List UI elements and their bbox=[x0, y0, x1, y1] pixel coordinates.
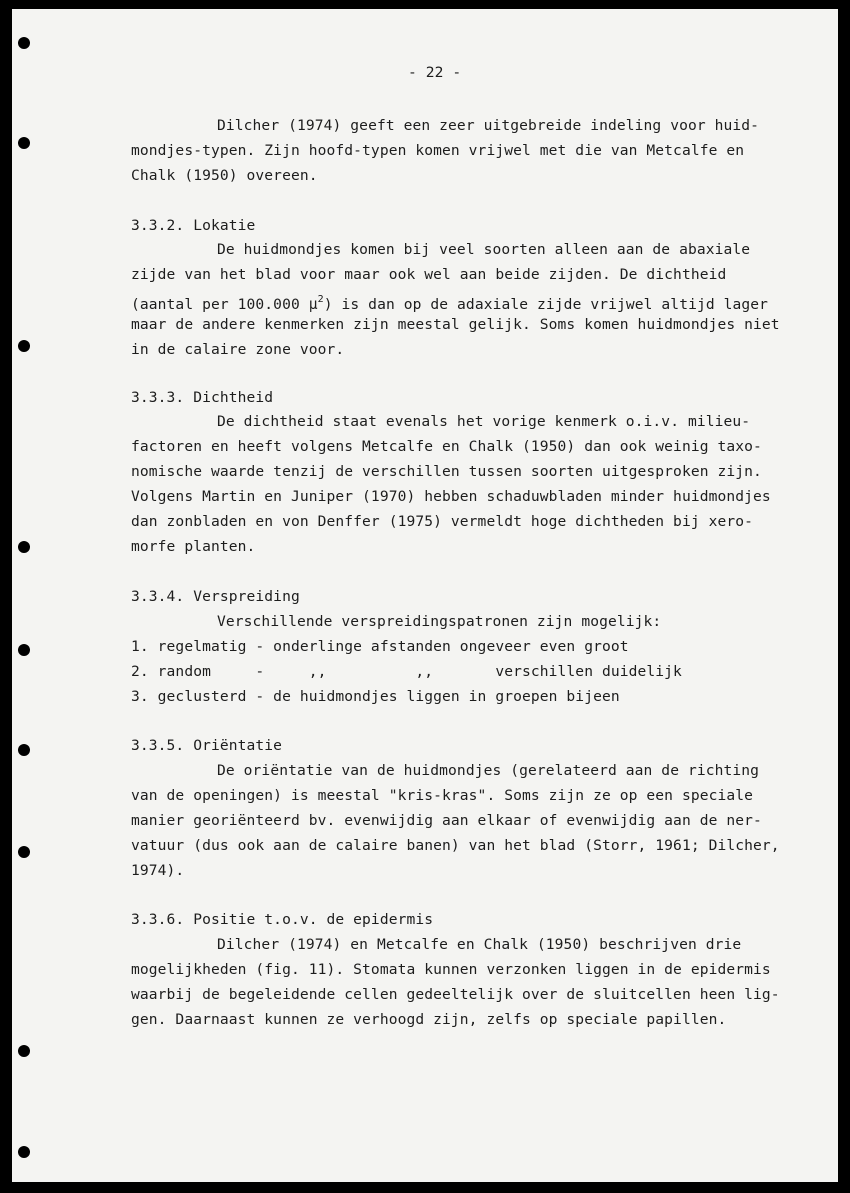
paragraph-line: morfe planten. bbox=[131, 538, 256, 555]
section-heading: 3.3.5. Oriëntatie bbox=[131, 737, 283, 754]
paragraph-line: De huidmondjes komen bij veel soorten alleen aan de abaxiale bbox=[217, 241, 751, 258]
paragraph-line: dan zonbladen en von Denffer (1975) vermeldt hoge dichtheden bij xero- bbox=[131, 513, 754, 530]
binder-hole bbox=[18, 644, 30, 656]
paragraph-line: maar de andere kenmerken zijn meestal gelijk. Soms komen huidmondjes niet bbox=[131, 316, 780, 333]
list-item: 2. random - ,, ,, verschillen duidelijk bbox=[131, 663, 682, 680]
paragraph-line: De oriëntatie van de huidmondjes (gerelateerd aan de richting bbox=[217, 762, 760, 779]
list-item: 1. regelmatig - onderlinge afstanden ongeveer even groot bbox=[131, 638, 629, 655]
paragraph-line: nomische waarde tenzij de verschillen tussen soorten uitgesproken zijn. bbox=[131, 463, 762, 480]
list-item: 3. geclusterd - de huidmondjes liggen in groepen bijeen bbox=[131, 688, 620, 705]
paragraph-line: vatuur (dus ook aan de calaire banen) van het blad (Storr, 1961; Dilcher, bbox=[131, 837, 780, 854]
binder-hole bbox=[18, 340, 30, 352]
binder-hole bbox=[18, 744, 30, 756]
paragraph-line: in de calaire zone voor. bbox=[131, 341, 345, 358]
text-fragment: ) is dan op de adaxiale zijde vrijwel altijd lager bbox=[323, 296, 769, 313]
intro-line: Chalk (1950) overeen. bbox=[131, 167, 318, 184]
binder-hole bbox=[18, 137, 30, 149]
intro-line: Dilcher (1974) geeft een zeer uitgebreide indeling voor huid- bbox=[217, 117, 760, 134]
paragraph-line: manier georiënteerd bv. evenwijdig aan elkaar of evenwijdig aan de ner- bbox=[131, 812, 762, 829]
binder-hole bbox=[18, 37, 30, 49]
paragraph-line: Volgens Martin en Juniper (1970) hebben schaduwbladen minder huidmondjes bbox=[131, 488, 771, 505]
binder-hole bbox=[18, 1045, 30, 1057]
section-heading: 3.3.4. Verspreiding bbox=[131, 588, 300, 605]
section-heading: 3.3.6. Positie t.o.v. de epidermis bbox=[131, 911, 434, 928]
paragraph-line: Verschillende verspreidingspatronen zijn mogelijk: bbox=[217, 613, 662, 630]
section-heading: 3.3.2. Lokatie bbox=[131, 217, 256, 234]
paragraph-line: 1974). bbox=[131, 862, 185, 879]
binder-hole bbox=[18, 1146, 30, 1158]
section-heading: 3.3.3. Dichtheid bbox=[131, 389, 274, 406]
paragraph-line: zijde van het blad voor maar ook wel aan beide zijden. De dichtheid bbox=[131, 266, 727, 283]
paragraph-line: mogelijkheden (fig. 11). Stomata kunnen verzonken liggen in de epidermis bbox=[131, 961, 771, 978]
page-number: - 22 - bbox=[408, 64, 462, 81]
paragraph-line: De dichtheid staat evenals het vorige kenmerk o.i.v. milieu- bbox=[217, 413, 751, 430]
paragraph-line: factoren en heeft volgens Metcalfe en Chalk (1950) dan ook weinig taxo- bbox=[131, 438, 762, 455]
binder-hole bbox=[18, 846, 30, 858]
paragraph-line: van de openingen) is meestal "kris-kras". Soms zijn ze op een speciale bbox=[131, 787, 754, 804]
paragraph-line-with-superscript bbox=[131, 291, 768, 314]
paragraph-line: waarbij de begeleidende cellen gedeeltelijk over de sluitcellen heen lig- bbox=[131, 986, 780, 1003]
text-fragment: (aantal per 100.000 μ bbox=[131, 296, 318, 313]
paragraph-line: Dilcher (1974) en Metcalfe en Chalk (1950) beschrijven drie bbox=[217, 936, 742, 953]
superscript: 2 bbox=[317, 294, 324, 305]
intro-line: mondjes-typen. Zijn hoofd-typen komen vrijwel met die van Metcalfe en bbox=[131, 142, 745, 159]
binder-hole bbox=[18, 541, 30, 553]
paragraph-line: gen. Daarnaast kunnen ze verhoogd zijn, zelfs op speciale papillen. bbox=[131, 1011, 727, 1028]
